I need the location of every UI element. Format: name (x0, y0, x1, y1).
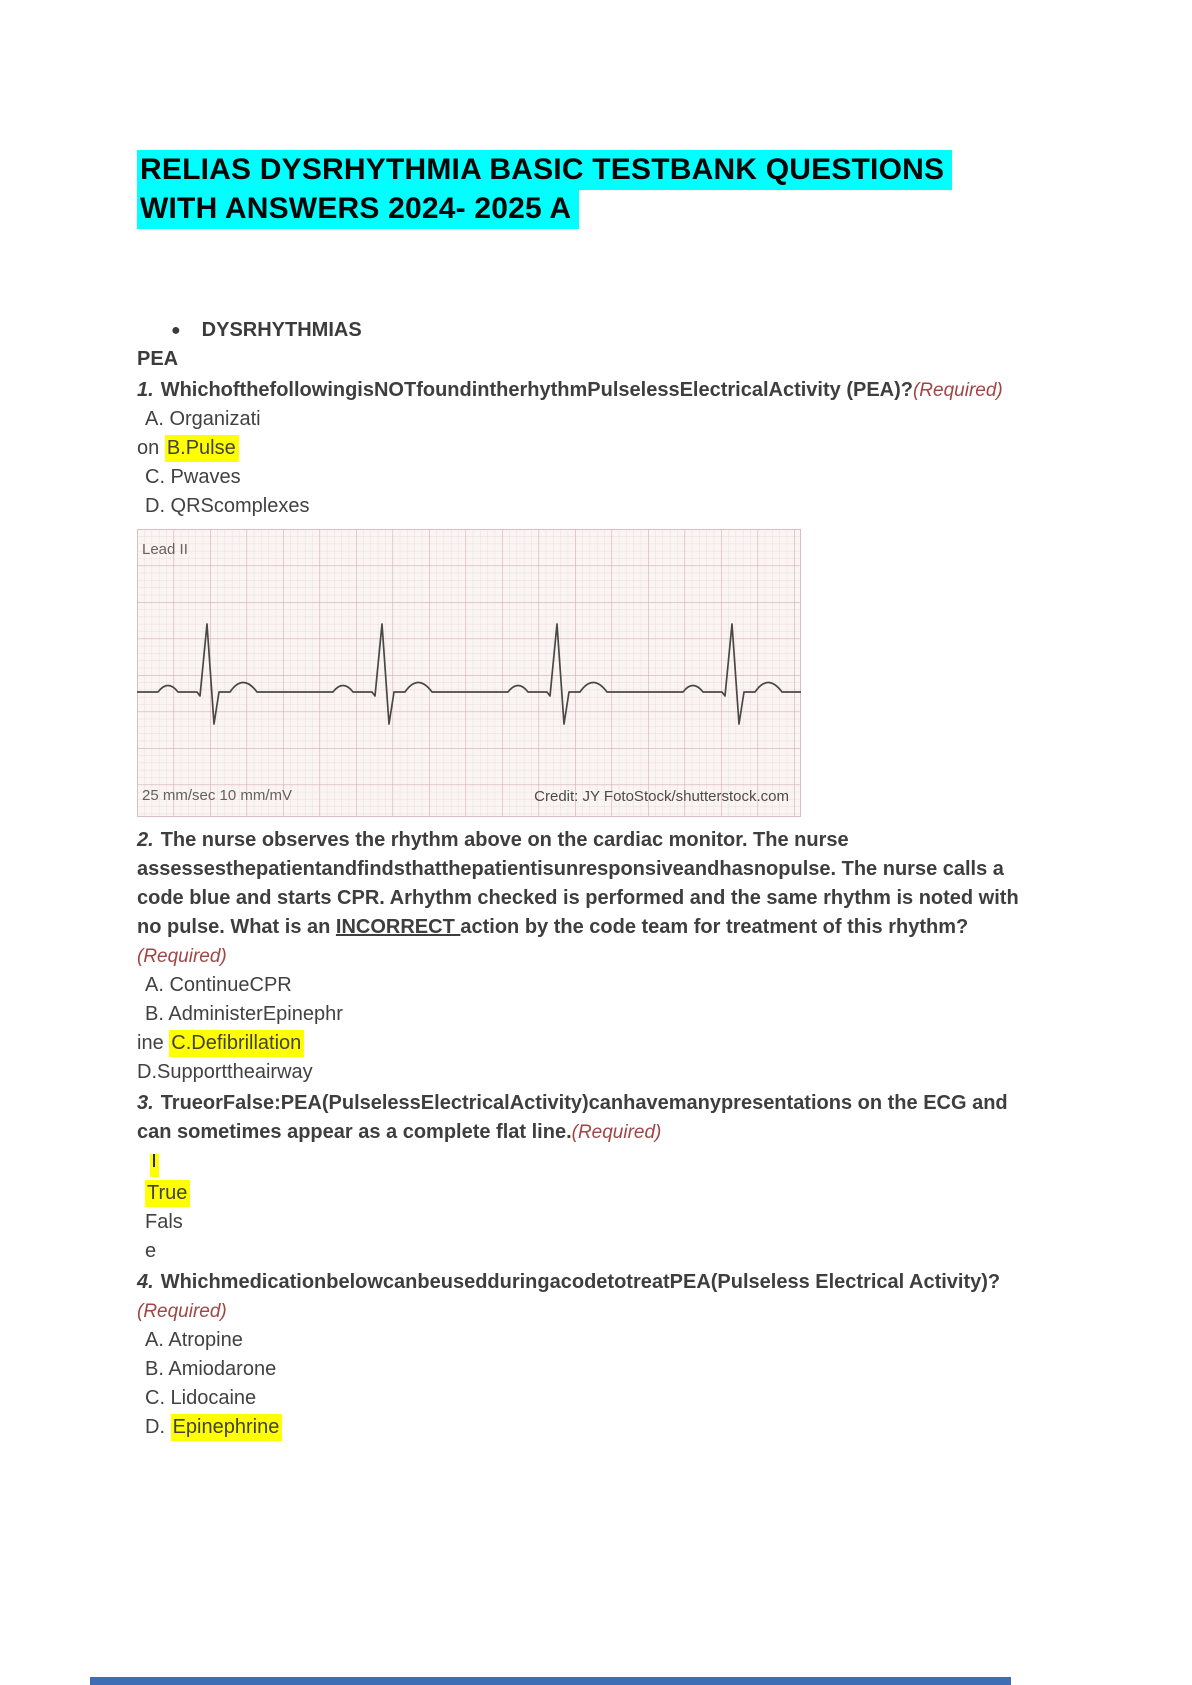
question-3-required: (Required) (571, 1122, 662, 1143)
question-4-option-d (137, 1413, 1022, 1442)
question-1-option-a: A. Organizati (145, 408, 261, 430)
question-2-text-after: action by the code team for treatment of this rhythm? (460, 916, 969, 938)
question-4-number: 4. (137, 1271, 154, 1293)
question-3 (137, 1089, 1022, 1147)
question-2-number: 2. (137, 829, 154, 851)
question-3-option-false-line2: e (145, 1240, 157, 1262)
highlighted-answer-epinephrine: Epinephrine (171, 1414, 283, 1441)
question-4 (137, 1268, 1022, 1326)
cursor-stroke (153, 1154, 155, 1167)
question-4-option-a: A. Atropine (145, 1329, 243, 1351)
question-1-option-d: D. QRScomplexes (145, 495, 310, 517)
cursor-line (137, 1150, 1022, 1179)
section-heading-pea: PEA (137, 348, 179, 370)
question-2-required: (Required) (137, 946, 227, 967)
question-2-underlined-word: INCORRECT (335, 916, 461, 938)
highlighted-answer-defibrillation: C.Defibrillation (169, 1030, 304, 1057)
question-2 (137, 826, 1022, 971)
ecg-waveform-svg (137, 529, 801, 817)
question-2-option-a: A. ContinueCPR (145, 974, 292, 996)
question-4-required: (Required) (137, 1301, 227, 1322)
question-1 (137, 376, 1022, 405)
question-4-text: WhichmedicationbelowcanbeusedduringacodetotreatPEA(Pulseless Electrical Activity)? (160, 1271, 1001, 1293)
bullet-label: DYSRHYTHMIAS (201, 319, 362, 341)
bullet-icon: ● (171, 322, 181, 339)
highlighted-answer-true: True (145, 1180, 190, 1207)
question-3-text: TrueorFalse:PEA(PulselessElectricalActivity)canhavemanypresentations on the ECG and can sometimes appear as a complete flat line. (137, 1092, 1008, 1143)
question-1-option-c: C. Pwaves (145, 466, 241, 488)
bullet-list-item (137, 316, 1022, 345)
highlighted-answer-pulse: B.Pulse (165, 435, 239, 462)
ecg-lead-label: Lead II (142, 541, 188, 558)
document-title-text: RELIAS DYSRHYTHMIA BASIC TESTBANK QUESTIONS WITH ANSWERS 2024- 2025 A (137, 150, 952, 229)
ecg-grid (137, 529, 801, 817)
ecg-credit-label: Credit: JY FotoStock/shutterstock.com (534, 788, 789, 805)
question-2-option-d: D.Supporttheairway (137, 1061, 313, 1083)
ecg-calibration-label: 25 mm/sec 10 mm/mV (142, 787, 293, 804)
question-3-option-true (137, 1179, 1022, 1208)
question-4-option-b: B. Amiodarone (145, 1358, 277, 1380)
next-page-edge-bar (90, 1677, 1011, 1685)
option-d-prefix: D. (145, 1416, 171, 1438)
question-2-option-b: B. AdministerEpinephr (145, 1003, 343, 1025)
cursor-mark (150, 1154, 159, 1177)
question-3-option-false-line1: Fals (145, 1211, 183, 1233)
question-2-text-before: The nurse observes the rhythm above on the cardiac monitor. The nurse assessesthepatientandfindsthatthepatientisunresponsiveandhasnopulse. The nurse calls a code blue and starts CPR. Arhythm checked is performed and the same rhythm is noted with no pulse. What is an (137, 829, 1019, 938)
document-title (137, 150, 1022, 228)
question-3-number: 3. (137, 1092, 154, 1114)
question-1-number: 1. (137, 379, 154, 401)
question-1-required: (Required) (912, 380, 1003, 401)
ecg-strip-image (137, 529, 801, 817)
option-b-prefix: on (137, 437, 165, 459)
question-4-option-c: C. Lidocaine (145, 1387, 257, 1409)
option-c-prefix: ine (137, 1032, 170, 1054)
question-1-option-b (137, 434, 1022, 463)
question-1-text: WhichofthefollowingisNOTfoundintherhythmPulselessElectricalActivity (PEA)? (160, 379, 913, 401)
question-2-option-c (137, 1029, 1022, 1058)
